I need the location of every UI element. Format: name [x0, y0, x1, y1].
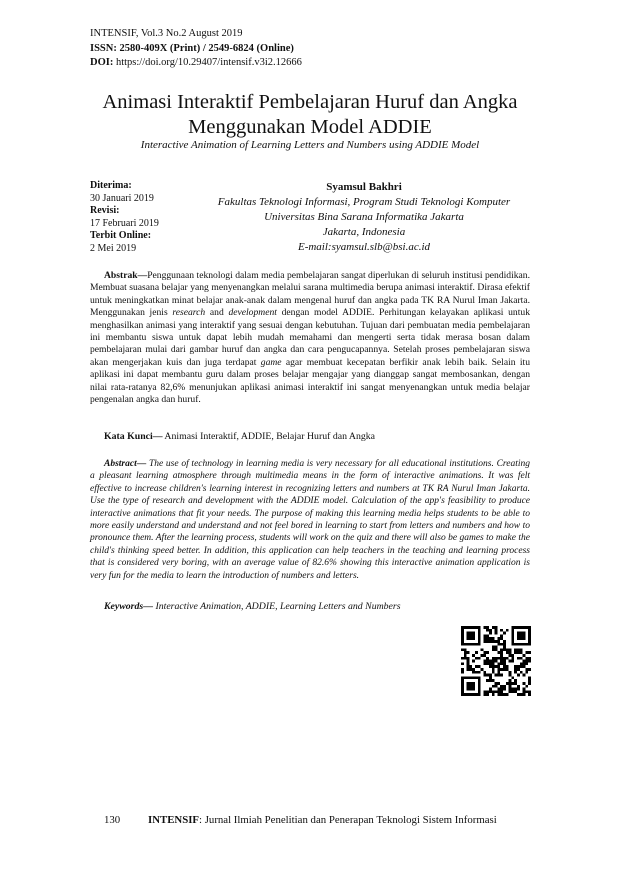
page-footer: 130 INTENSIF: Jurnal Ilmiah Penelitian dan Penerapan Teknologi Sistem Informasi	[104, 814, 497, 826]
paper-title: Animasi Interaktif Pembelajaran Huruf dan Angka Menggunakan Model ADDIE	[102, 91, 518, 138]
author-email[interactable]: E-mail:syamsul.slb@bsi.ac.id	[297, 241, 431, 253]
doi-link[interactable]: https://doi.org/10.29407/intensif.v3i2.12666	[115, 57, 302, 68]
author-name: Syamsul Bakhri	[326, 181, 402, 193]
keywords-indonesian: Kata Kunci— Animasi Interaktif, ADDIE, Belajar Huruf dan Angka	[104, 431, 375, 442]
author-affiliation: Fakultas Teknologi Informasi, Program Studi Teknologi Komputer	[217, 196, 511, 208]
issn-line: ISSN: 2580-409X (Print) / 2549-6824 (Online)	[90, 42, 294, 54]
abstract-english: Abstract— The use of technology in learning media is very necessary for all educational institutions. Creating a pleasant learning atmosphere through multimedia means in the form of interactive animations. It was felt effective to increase children's learning interest in recognizing letters and numbers at TK RA Nurul Iman Jakarta. Use the type of research and development with the ADDIE model. Calculation of the app's feasibility to produce interactive animations that fit your needs. The purpose of making this learning media helps students to be able to more easily understand and understand and not feel bored in learning to start from letters and numbers and how to pronounce them. After the learning process, students will work on the quiz and there will also be games to make the child's thinking speed better. In addition, this application can help teachers in the teaching and learning process that is considered very boring, with an average value of 82.6% showing this interactive animation application is very fun for the media to learn the introduction of numbers and letters.	[90, 459, 530, 581]
journal-name: INTENSIF	[148, 814, 200, 826]
page-number: 130	[104, 814, 121, 826]
paper-subtitle: Interactive Animation of Learning Letters and Numbers using ADDIE Model	[140, 139, 480, 151]
article-dates: Diterima: 30 Januari 2019 Revisi: 17 Februari 2019 Terbit Online: 2 Mei 2019	[90, 180, 159, 254]
author-block	[180, 180, 548, 255]
doi-line: DOI: https://doi.org/10.29407/intensif.v3i2.12666	[90, 57, 302, 68]
volume-line: INTENSIF, Vol.3 No.2 August 2019	[90, 28, 243, 39]
keywords-english: Keywords— Interactive Animation, ADDIE, Learning Letters and Numbers	[104, 601, 401, 612]
author-location: Jakarta, Indonesia	[322, 226, 406, 238]
journal-header	[90, 27, 302, 71]
abstract-indonesian: Abstrak—Penggunaan teknologi dalam media pembelajaran sangat diperlukan di seluruh institusi pendidikan. Membuat suasana belajar yang menyenangkan melalui sarana multimedia berupa animasi interaktif. Dirasa efektif untuk meningkatkan minat belajar anak-anak dalam mengenal huruf dan angka pada TK RA Nurul Iman Jakarta. Menggunakan jenis research and development dengan model ADDIE. Perhitungan kelayakan aplikasi untuk menghasilkan animasi yang interaktif yang sesuai dengan kebutuhan. Tujuan dari pembuatan media pembelajaran ini membantu siswa untuk dapat lebih mudah memahami dan mengerti serta tidak merasa bosan dalam pembelajaran mulai dari gambar huruf dan angka dan cara pengucapannya. Setelah proses pembelajaran siswa akan mengerjakan kuis dan juga terdapat game agar membuat kecepatan berfikir anak lebih baik. Selain itu aplikasi ini dapat membantu guru dalam proses belajar mengajar yang dianggap sangat membosankan, dengan nilai rata-ratanya 82,6% menunjukan aplikasi animasi interaktif ini sangat menyenangkan untuk media belajar pengenalan angka dan huruf.	[90, 270, 530, 406]
qr-code-icon[interactable]	[461, 626, 531, 696]
author-university: Universitas Bina Sarana Informatika Jakarta	[264, 211, 464, 223]
